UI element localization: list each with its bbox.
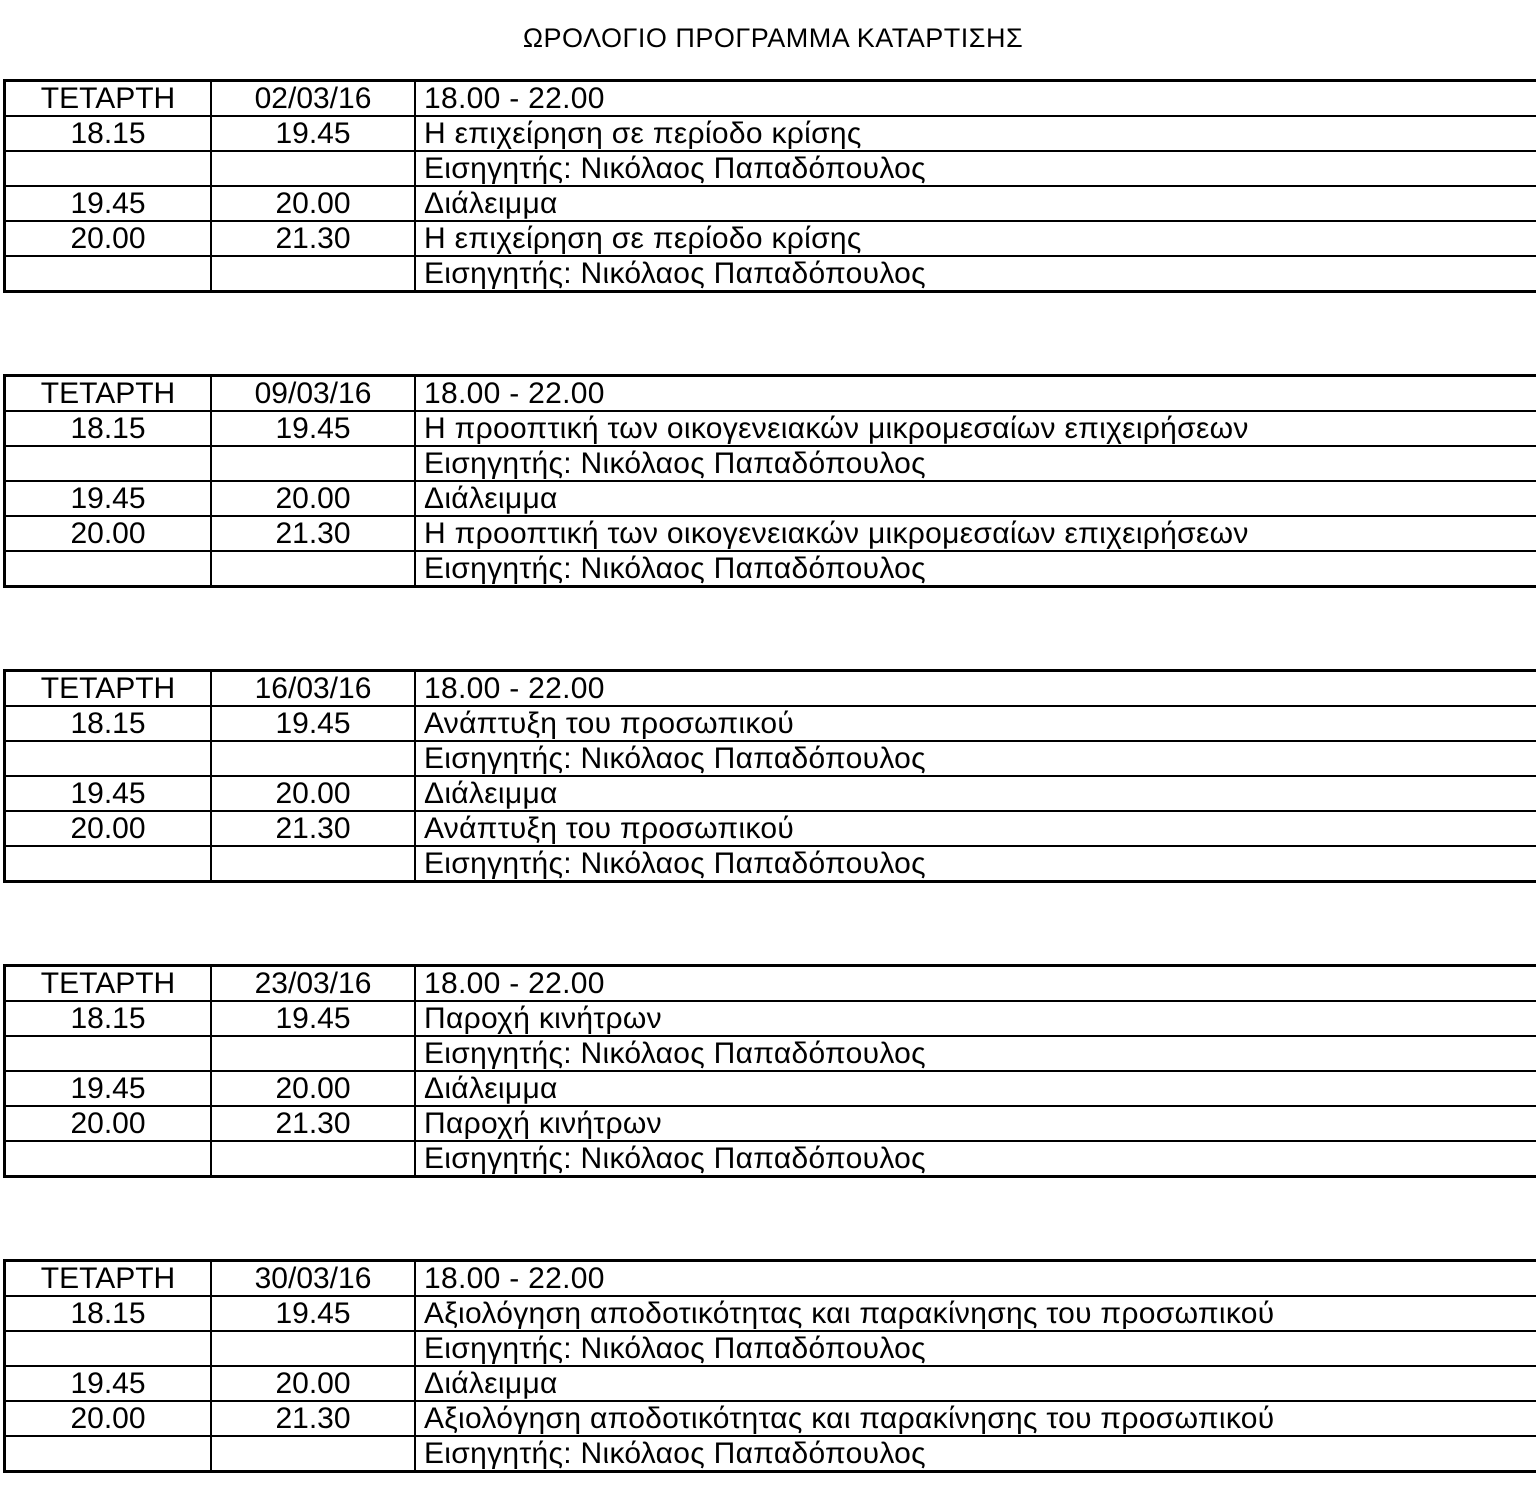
- end-time-cell: 21.30: [211, 221, 415, 256]
- start-time-cell: 18.15: [5, 116, 212, 151]
- end-time-cell: 20.00: [211, 1071, 415, 1106]
- instructor-row: [5, 846, 1536, 882]
- date-cell: 23/03/16: [211, 966, 415, 1002]
- instructor-cell: Εισηγητής: Νικόλαος Παπαδόπουλος: [415, 741, 1536, 776]
- end-time-cell: [211, 551, 415, 587]
- session-title-cell: Αξιολόγηση αποδοτικότητας και παρακίνησης του προσωπικού: [415, 1401, 1536, 1436]
- session-row: [5, 811, 1536, 846]
- start-time-cell: [5, 846, 212, 882]
- break-cell: Διάλειμμα: [415, 481, 1536, 516]
- end-time-cell: [211, 741, 415, 776]
- start-time-cell: 19.45: [5, 776, 212, 811]
- break-row: [5, 186, 1536, 221]
- instructor-row: [5, 256, 1536, 292]
- session-row: [5, 221, 1536, 256]
- start-time-cell: 18.15: [5, 411, 212, 446]
- start-time-cell: 19.45: [5, 1366, 212, 1401]
- instructor-row: [5, 446, 1536, 481]
- week-table: [3, 964, 1536, 1178]
- break-cell: Διάλειμμα: [415, 186, 1536, 221]
- break-cell: Διάλειμμα: [415, 776, 1536, 811]
- end-time-cell: 19.45: [211, 411, 415, 446]
- start-time-cell: 19.45: [5, 481, 212, 516]
- break-cell: Διάλειμμα: [415, 1071, 1536, 1106]
- start-time-cell: [5, 741, 212, 776]
- start-time-cell: 20.00: [5, 1106, 212, 1141]
- instructor-row: [5, 1141, 1536, 1177]
- date-cell: 30/03/16: [211, 1261, 415, 1297]
- session-row: [5, 1401, 1536, 1436]
- end-time-cell: [211, 1331, 415, 1366]
- day-cell: ΤΕΤΑΡΤΗ: [5, 81, 212, 117]
- week-header-row: [5, 966, 1536, 1002]
- instructor-cell: Εισηγητής: Νικόλαος Παπαδόπουλος: [415, 846, 1536, 882]
- end-time-cell: 19.45: [211, 1001, 415, 1036]
- end-time-cell: 21.30: [211, 1106, 415, 1141]
- session-row: [5, 1106, 1536, 1141]
- week-table: [3, 669, 1536, 883]
- break-row: [5, 1366, 1536, 1401]
- end-time-cell: [211, 846, 415, 882]
- end-time-cell: [211, 1436, 415, 1472]
- instructor-row: [5, 741, 1536, 776]
- start-time-cell: [5, 1141, 212, 1177]
- instructor-row: [5, 551, 1536, 587]
- instructor-cell: Εισηγητής: Νικόλαος Παπαδόπουλος: [415, 551, 1536, 587]
- start-time-cell: 20.00: [5, 221, 212, 256]
- week-header-row: [5, 376, 1536, 412]
- hours-cell: 18.00 - 22.00: [415, 376, 1536, 412]
- break-row: [5, 1071, 1536, 1106]
- start-time-cell: [5, 446, 212, 481]
- start-time-cell: 19.45: [5, 1071, 212, 1106]
- start-time-cell: 19.45: [5, 186, 212, 221]
- instructor-cell: Εισηγητής: Νικόλαος Παπαδόπουλος: [415, 1036, 1536, 1071]
- start-time-cell: 18.15: [5, 1296, 212, 1331]
- instructor-cell: Εισηγητής: Νικόλαος Παπαδόπουλος: [415, 1141, 1536, 1177]
- end-time-cell: 21.30: [211, 811, 415, 846]
- hours-cell: 18.00 - 22.00: [415, 81, 1536, 117]
- instructor-row: [5, 1331, 1536, 1366]
- session-title-cell: Παροχή κινήτρων: [415, 1106, 1536, 1141]
- week-header-row: [5, 671, 1536, 707]
- end-time-cell: [211, 256, 415, 292]
- session-title-cell: Η επιχείρηση σε περίοδο κρίσης: [415, 221, 1536, 256]
- page-title: ΩΡΟΛΟΓΙΟ ΠΡΟΓΡΑΜΜΑ ΚΑΤΑΡΤΙΣΗΣ: [522, 23, 1024, 53]
- session-title-cell: Αξιολόγηση αποδοτικότητας και παρακίνησης του προσωπικού: [415, 1296, 1536, 1331]
- hours-cell: 18.00 - 22.00: [415, 671, 1536, 707]
- start-time-cell: [5, 1036, 212, 1071]
- session-row: [5, 1001, 1536, 1036]
- day-cell: ΤΕΤΑΡΤΗ: [5, 966, 212, 1002]
- session-title-cell: Η επιχείρηση σε περίοδο κρίσης: [415, 116, 1536, 151]
- start-time-cell: 20.00: [5, 516, 212, 551]
- session-title-cell: Παροχή κινήτρων: [415, 1001, 1536, 1036]
- week-table: [3, 79, 1536, 293]
- instructor-row: [5, 1036, 1536, 1071]
- instructor-cell: Εισηγητής: Νικόλαος Παπαδόπουλος: [415, 446, 1536, 481]
- end-time-cell: 20.00: [211, 186, 415, 221]
- session-row: [5, 411, 1536, 446]
- start-time-cell: [5, 151, 212, 186]
- start-time-cell: [5, 1331, 212, 1366]
- session-title-cell: Η προοπτική των οικογενειακών μικρομεσαίων επιχειρήσεων: [415, 411, 1536, 446]
- day-cell: ΤΕΤΑΡΤΗ: [5, 1261, 212, 1297]
- end-time-cell: 20.00: [211, 1366, 415, 1401]
- break-row: [5, 481, 1536, 516]
- end-time-cell: 20.00: [211, 776, 415, 811]
- week-table: [3, 374, 1536, 588]
- date-cell: 16/03/16: [211, 671, 415, 707]
- start-time-cell: 20.00: [5, 811, 212, 846]
- end-time-cell: 21.30: [211, 516, 415, 551]
- date-cell: 02/03/16: [211, 81, 415, 117]
- hours-cell: 18.00 - 22.00: [415, 966, 1536, 1002]
- start-time-cell: 18.15: [5, 1001, 212, 1036]
- session-row: [5, 1296, 1536, 1331]
- session-row: [5, 516, 1536, 551]
- week-header-row: [5, 1261, 1536, 1297]
- end-time-cell: 19.45: [211, 1296, 415, 1331]
- end-time-cell: [211, 151, 415, 186]
- week-table: [3, 1259, 1536, 1473]
- end-time-cell: 21.30: [211, 1401, 415, 1436]
- instructor-row: [5, 151, 1536, 186]
- end-time-cell: [211, 446, 415, 481]
- hours-cell: 18.00 - 22.00: [415, 1261, 1536, 1297]
- session-title-cell: Η προοπτική των οικογενειακών μικρομεσαίων επιχειρήσεων: [415, 516, 1536, 551]
- day-cell: ΤΕΤΑΡΤΗ: [5, 376, 212, 412]
- end-time-cell: 19.45: [211, 116, 415, 151]
- end-time-cell: 19.45: [211, 706, 415, 741]
- end-time-cell: [211, 1141, 415, 1177]
- session-row: [5, 116, 1536, 151]
- instructor-cell: Εισηγητής: Νικόλαος Παπαδόπουλος: [415, 151, 1536, 186]
- start-time-cell: [5, 256, 212, 292]
- session-title-cell: Ανάπτυξη του προσωπικού: [415, 706, 1536, 741]
- session-row: [5, 706, 1536, 741]
- start-time-cell: 18.15: [5, 706, 212, 741]
- instructor-cell: Εισηγητής: Νικόλαος Παπαδόπουλος: [415, 256, 1536, 292]
- instructor-row: [5, 1436, 1536, 1472]
- start-time-cell: [5, 1436, 212, 1472]
- instructor-cell: Εισηγητής: Νικόλαος Παπαδόπουλος: [415, 1331, 1536, 1366]
- instructor-cell: Εισηγητής: Νικόλαος Παπαδόπουλος: [415, 1436, 1536, 1472]
- week-header-row: [5, 81, 1536, 117]
- start-time-cell: 20.00: [5, 1401, 212, 1436]
- start-time-cell: [5, 551, 212, 587]
- day-cell: ΤΕΤΑΡΤΗ: [5, 671, 212, 707]
- break-cell: Διάλειμμα: [415, 1366, 1536, 1401]
- end-time-cell: [211, 1036, 415, 1071]
- date-cell: 09/03/16: [211, 376, 415, 412]
- session-title-cell: Ανάπτυξη του προσωπικού: [415, 811, 1536, 846]
- break-row: [5, 776, 1536, 811]
- end-time-cell: 20.00: [211, 481, 415, 516]
